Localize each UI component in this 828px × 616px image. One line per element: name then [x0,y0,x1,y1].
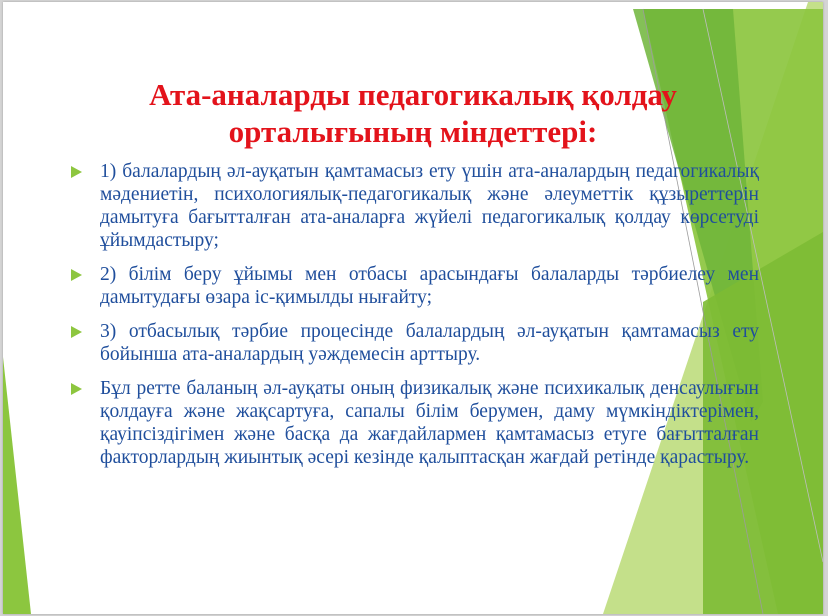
slide-title [63,76,763,150]
bullet-text: Бұл ретте баланың әл-ауқаты оның физикалық және психикалық денсаулығын қолдауға және жақсартуға, сапалы білім берумен, даму мүмкіндіктерімен, қауіпсіздігімен және басқа да жағдайлармен қамтамасыз етуге бағытталған факторлардың жиынтық әсері кезінде қалыптасқан жағдай ретінде қарастыру. [100,378,759,468]
green-triangle-bullet-icon [71,326,82,338]
bullet-text: 3) отбасылық тәрбие процесінде балалардың әл-ауқатын қамтамасыз ету бойынша ата-аналардың уәждемесін арттыру. [100,321,759,365]
bullet-item [67,263,759,309]
bullet-text: 2) білім беру ұйымы мен отбасы арасындағы балаларды тәрбиелеу мен дамытудағы өзара іс-қимылды нығайту; [100,264,759,308]
bullet-list [67,160,759,480]
green-triangle-bullet-icon [71,383,82,395]
bullet-text: 1) балалардың әл-ауқатын қамтамасыз ету үшін ата-аналардың педагогикалық мәдениетін, психологиялық-педагогикалық және әлеуметтік құзыреттерін дамытуға бағытталған ата-аналарға жүйелі педагогикалық қолдау көрсетуді ұйымдастыру; [100,161,759,251]
left-green-accent [3,357,31,614]
bullet-item [67,160,759,252]
presentation-slide [3,2,823,614]
bullet-item [67,377,759,469]
green-triangle-bullet-icon [71,166,82,178]
green-triangle-bullet-icon [71,269,82,281]
slide-title-line-2: орталығының міндеттері: [228,114,598,149]
bullet-item [67,320,759,366]
slide-title-line-1: Ата-аналарды педагогикалық қолдау [149,77,677,112]
